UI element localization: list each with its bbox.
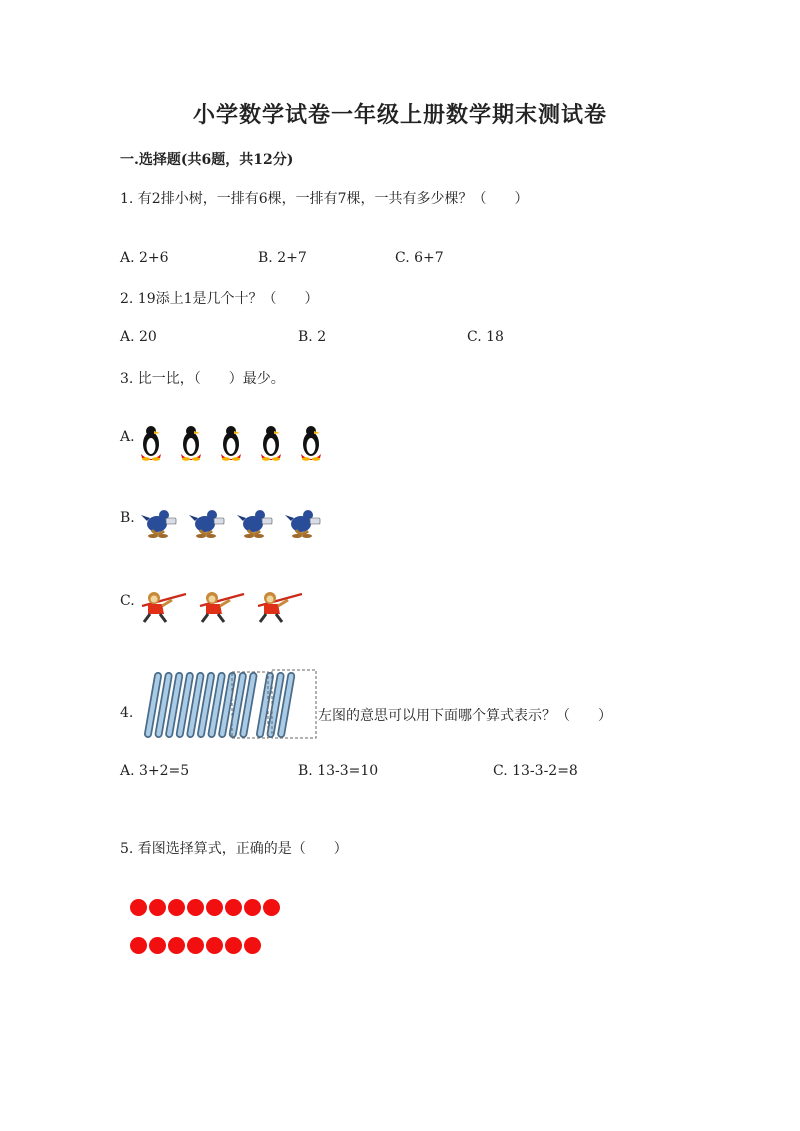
q3-option-c-monkeys bbox=[140, 588, 304, 628]
penguin-icon bbox=[256, 424, 286, 466]
question-4-text: 左图的意思可以用下面哪个算式表示？（ ） bbox=[318, 708, 612, 724]
red-dot bbox=[206, 899, 223, 916]
section-heading: 一.选择题(共6题，共12分) bbox=[120, 152, 294, 168]
q4-option-c[interactable]: C. 13-3-2=8 bbox=[493, 763, 578, 779]
q5-dots-row-2 bbox=[130, 937, 261, 954]
page-title: 小学数学试卷一年级上册数学期末测试卷 bbox=[192, 102, 607, 128]
q1-option-a[interactable]: A. 2+6 bbox=[120, 250, 169, 266]
q4-option-a[interactable]: A. 3+2=5 bbox=[120, 763, 190, 779]
red-dot bbox=[149, 899, 166, 916]
bird-icon bbox=[188, 504, 226, 544]
q3-option-b-label[interactable]: B. bbox=[120, 510, 135, 526]
q3-option-a-penguins bbox=[136, 424, 326, 466]
q2-option-a[interactable]: A. 20 bbox=[120, 329, 157, 345]
red-dot bbox=[168, 899, 185, 916]
red-dot bbox=[130, 899, 147, 916]
q4-option-b[interactable]: B. 13-3=10 bbox=[298, 763, 379, 779]
q5-dots-row-1 bbox=[130, 899, 280, 916]
red-dot bbox=[168, 937, 185, 954]
q4-sticks-figure bbox=[138, 668, 318, 742]
question-2-text: 2. 19添上1是几个十？（ ） bbox=[120, 291, 319, 307]
red-dot bbox=[225, 899, 242, 916]
question-4-number: 4. bbox=[120, 705, 134, 721]
penguin-icon bbox=[136, 424, 166, 466]
monkey-icon bbox=[140, 588, 188, 628]
monkey-icon bbox=[198, 588, 246, 628]
question-1-text: 1. 有2排小树，一排有6棵，一排有7棵，一共有多少棵？（ ） bbox=[120, 191, 529, 207]
red-dot bbox=[225, 937, 242, 954]
red-dot bbox=[244, 899, 261, 916]
bird-icon bbox=[236, 504, 274, 544]
question-5-text: 5. 看图选择算式，正确的是（ ） bbox=[120, 841, 348, 857]
question-3-text: 3. 比一比，（ ）最少。 bbox=[120, 371, 285, 387]
bird-icon bbox=[140, 504, 178, 544]
q2-option-c[interactable]: C. 18 bbox=[467, 329, 504, 345]
penguin-icon bbox=[296, 424, 326, 466]
penguin-icon bbox=[216, 424, 246, 466]
red-dot bbox=[187, 899, 204, 916]
red-dot bbox=[263, 899, 280, 916]
monkey-icon bbox=[256, 588, 304, 628]
red-dot bbox=[187, 937, 204, 954]
red-dot bbox=[130, 937, 147, 954]
q1-option-b[interactable]: B. 2+7 bbox=[258, 250, 307, 266]
penguin-icon bbox=[176, 424, 206, 466]
q3-option-c-label[interactable]: C. bbox=[120, 593, 135, 609]
q1-option-c[interactable]: C. 6+7 bbox=[395, 250, 444, 266]
red-dot bbox=[206, 937, 223, 954]
red-dot bbox=[244, 937, 261, 954]
bird-icon bbox=[284, 504, 322, 544]
q3-option-b-birds bbox=[140, 504, 322, 544]
red-dot bbox=[149, 937, 166, 954]
q3-option-a-label[interactable]: A. bbox=[120, 429, 135, 445]
q2-option-b[interactable]: B. 2 bbox=[298, 329, 327, 345]
